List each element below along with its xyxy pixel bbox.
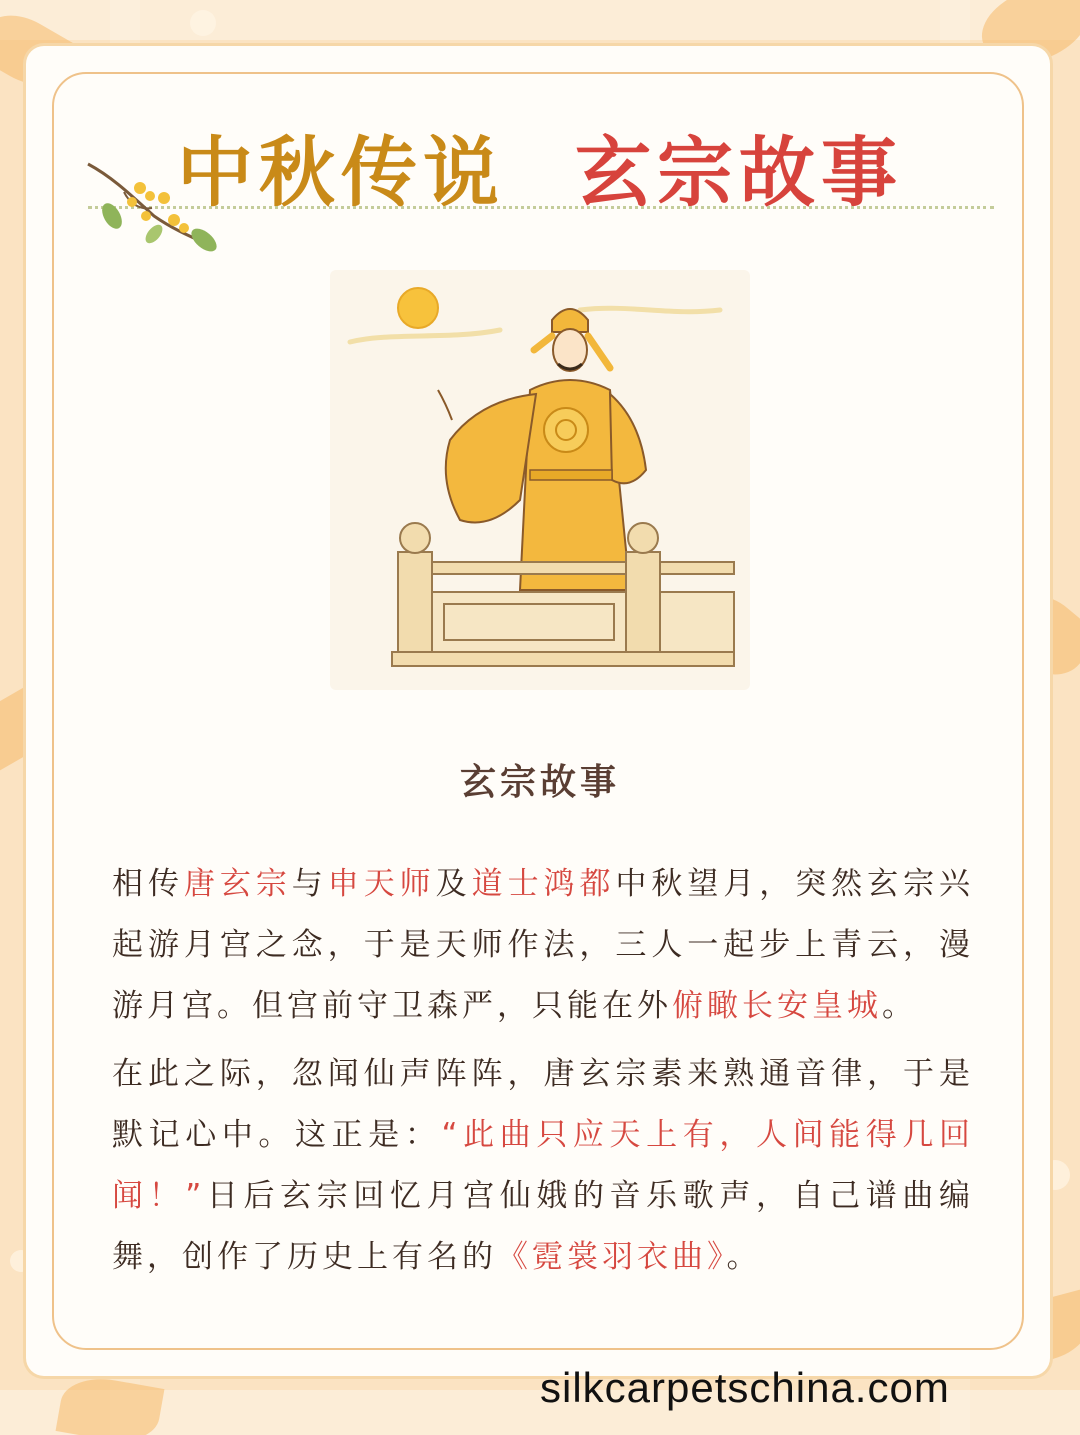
body-text: 。 (882, 988, 917, 1024)
section-heading (0, 750, 1080, 809)
title-left: 中秋传说 (177, 128, 505, 217)
story-paragraph-1 (112, 854, 974, 1037)
osmanthus-branch-icon (84, 158, 224, 258)
highlight-text: 俯瞰长安皇城 (672, 988, 882, 1024)
story-paragraph-2 (112, 1044, 974, 1288)
watermark-text: silkcarpetschina.com (540, 1364, 950, 1411)
highlight-text: 唐玄宗 (183, 866, 292, 902)
body-text: 中秋望月，突然玄宗兴起游月宫之念，于是天师作法，三人一起步上青云，漫游月宫。但宫前守卫森严，只能在外 (112, 866, 975, 1024)
section-subtitle: 玄宗故事 (438, 750, 642, 809)
highlight-text: 道士鸿都 (471, 866, 616, 902)
highlight-text: “此曲只应天上有，人间能得几回闻！” (112, 1117, 974, 1214)
emperor-illustration (330, 270, 750, 690)
body-text: 相传 (112, 866, 184, 902)
title-right: 玄宗故事 (575, 128, 903, 217)
highlight-text: 《霓裳羽衣曲》 (497, 1239, 727, 1275)
body-text: 。 (726, 1239, 762, 1275)
body-text: 在此之际，忽闻仙声阵阵，唐玄宗素来熟通音律，于是默记心中。这正是： (112, 1056, 974, 1153)
highlight-text: 申天师 (327, 866, 436, 902)
body-text: 及 (435, 866, 472, 902)
body-text: 与 (291, 866, 328, 902)
body-text: 日后玄宗回忆月宫仙娥的音乐歌声，自己谱曲编舞，创作了历史上有名的 (112, 1178, 975, 1275)
